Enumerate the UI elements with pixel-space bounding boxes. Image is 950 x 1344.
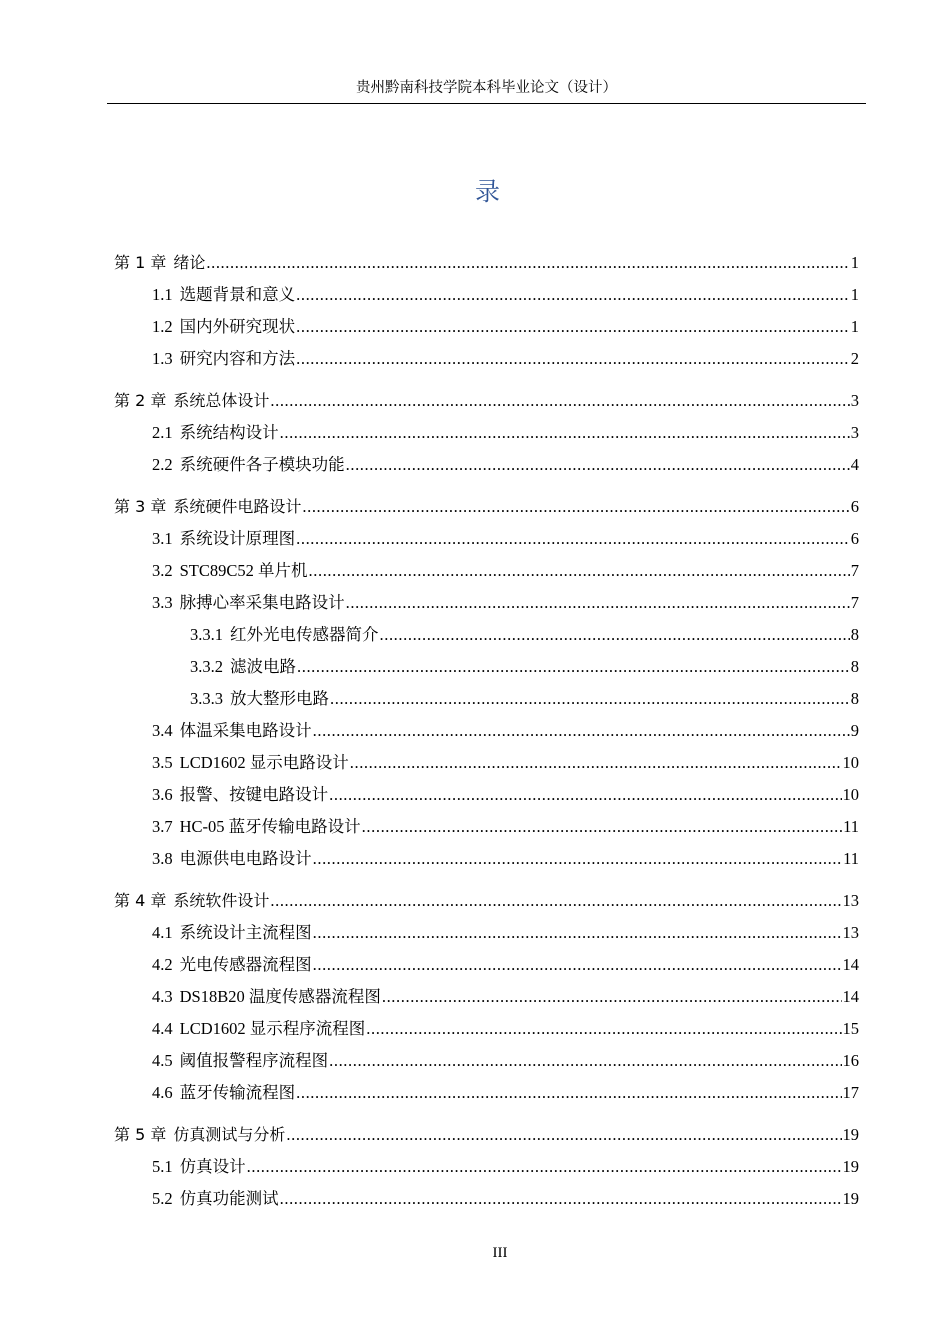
toc-entry-number: 4.2 (152, 955, 173, 974)
toc-dot-leader (313, 849, 842, 869)
toc-entry-label (152, 923, 312, 943)
toc-page-number: 10 (842, 753, 859, 772)
toc-page-number: 7 (850, 561, 859, 580)
toc-entry-text: 滤波电路 (230, 657, 296, 676)
toc-section-entry[interactable] (152, 279, 859, 305)
toc-entry-text: HC-05 蓝牙传输电路设计 (179, 817, 361, 836)
toc-entry-number: 4.1 (152, 923, 173, 942)
toc-entry-text: 放大整形电路 (230, 689, 329, 708)
toc-page-number: 13 (842, 891, 859, 910)
toc-entry-text: 系统硬件电路设计 (173, 497, 302, 516)
toc-dot-leader (350, 753, 842, 773)
page-footer (0, 1243, 950, 1263)
toc-entry-number: 5.1 (152, 1157, 173, 1176)
toc-section-entry[interactable] (152, 949, 859, 975)
toc-entry-number: 第 4 章 (114, 891, 167, 910)
toc-entry-number: 2.1 (152, 423, 173, 442)
toc-entry-text: 仿真设计 (179, 1157, 246, 1176)
toc-section-entry[interactable] (152, 1077, 859, 1103)
toc-dot-leader (346, 455, 850, 475)
toc-entry-number: 3.5 (152, 753, 173, 772)
toc-section-entry[interactable] (152, 1151, 859, 1177)
toc-entry-label (152, 423, 279, 443)
toc-entry-number: 第 2 章 (114, 391, 167, 410)
toc-entry-text: 光电传感器流程图 (179, 955, 312, 974)
toc-entry-label (152, 987, 381, 1007)
toc-page-number: 4 (850, 455, 859, 474)
toc-entry-text: 系统硬件各子模块功能 (179, 455, 345, 474)
toc-entry-text: 体温采集电路设计 (179, 721, 312, 740)
toc-entry-text: 国内外研究现状 (179, 317, 296, 336)
toc-dot-leader (329, 1051, 841, 1071)
toc-entry-number: 4.4 (152, 1019, 173, 1038)
toc-entry-label (152, 1019, 365, 1039)
toc-page-number: 14 (842, 955, 859, 974)
toc-entry-label (152, 817, 361, 837)
toc-section-entry[interactable] (152, 449, 859, 475)
toc-entry-label (152, 593, 345, 613)
toc-section-entry[interactable] (190, 651, 859, 677)
toc-entry-text: 系统总体设计 (173, 391, 270, 410)
toc-dot-leader (313, 955, 842, 975)
toc-section-entry[interactable] (152, 747, 859, 773)
toc-dot-leader (330, 689, 850, 709)
toc-page-number: 10 (842, 785, 859, 804)
toc-chapter-entry[interactable] (114, 385, 859, 411)
toc-entry-text: 阈值报警程序流程图 (179, 1051, 329, 1070)
toc-chapter-entry[interactable] (114, 491, 859, 517)
toc-page-number: 6 (850, 497, 859, 516)
toc-page-number: 3 (850, 391, 859, 410)
toc-section-entry[interactable] (152, 1013, 859, 1039)
toc-entry-text: 系统软件设计 (173, 891, 270, 910)
toc-page-number: 8 (850, 625, 859, 644)
toc-entry-label (114, 253, 205, 273)
toc-section-entry[interactable] (152, 917, 859, 943)
toc-entry-label (152, 1157, 246, 1177)
toc-dot-leader (286, 1125, 841, 1145)
toc-dot-leader (270, 391, 849, 411)
toc-page-number: 11 (843, 849, 859, 868)
toc-entry-label (152, 349, 295, 369)
toc-entry-label (190, 657, 296, 677)
toc-dot-leader (206, 253, 849, 273)
toc-entry-number: 3.4 (152, 721, 173, 740)
toc-entry-text: 研究内容和方法 (179, 349, 296, 368)
toc-section-entry[interactable] (152, 417, 859, 443)
toc-section-entry[interactable] (152, 523, 859, 549)
toc-page-number: 19 (842, 1157, 859, 1176)
toc-entry-text: 报警、按键电路设计 (179, 785, 329, 804)
toc-dot-leader (309, 561, 850, 581)
toc-dot-leader (346, 593, 850, 613)
toc-section-entry[interactable] (152, 715, 859, 741)
toc-dot-leader (313, 923, 842, 943)
toc-entry-label (152, 849, 312, 869)
toc-entry-label (190, 689, 329, 709)
toc-section-entry[interactable] (152, 1045, 859, 1071)
toc-section-entry[interactable] (152, 311, 859, 337)
toc-title: 录 (474, 179, 500, 206)
toc-dot-leader (297, 657, 850, 677)
toc-entry-number: 3.3 (152, 593, 173, 612)
toc-entry-label (152, 455, 345, 475)
toc-entry-text: DS18B20 温度传感器流程图 (179, 987, 381, 1006)
toc-page-number: 19 (842, 1189, 859, 1208)
toc-page-number: 8 (850, 657, 859, 676)
toc-section-entry[interactable] (152, 1183, 859, 1209)
toc-dot-leader (296, 1083, 841, 1103)
toc-entry-number: 3.3.1 (190, 625, 223, 644)
toc-dot-leader (313, 721, 850, 741)
toc-entry-number: 5.2 (152, 1189, 173, 1208)
toc-dot-leader (296, 285, 850, 305)
toc-entry-number: 2.2 (152, 455, 173, 474)
toc-entry-number: 1.1 (152, 285, 173, 304)
toc-page-number: 13 (842, 923, 859, 942)
toc-page-number: 8 (850, 689, 859, 708)
toc-page-number: 6 (850, 529, 859, 548)
toc-entry-number: 第 3 章 (114, 497, 167, 516)
toc-entry-number: 第 1 章 (114, 253, 167, 272)
toc-entry-text: 电源供电电路设计 (179, 849, 312, 868)
toc-entry-text: 系统结构设计 (179, 423, 279, 442)
toc-entry-label (152, 1051, 328, 1071)
toc-page-number: 11 (843, 817, 859, 836)
toc-entry-label (152, 753, 349, 773)
toc-entry-text: 仿真测试与分析 (173, 1125, 286, 1144)
header-title: 贵州黔南科技学院本科毕业论文（设计） (356, 80, 617, 96)
toc-entry-text: 选题背景和意义 (179, 285, 296, 304)
toc-entry-text: 红外光电传感器简介 (230, 625, 379, 644)
toc-dot-leader (296, 317, 850, 337)
toc-entry-number: 4.5 (152, 1051, 173, 1070)
toc-page-number: 3 (850, 423, 859, 442)
toc-page-number: 15 (842, 1019, 859, 1038)
toc-section-entry[interactable] (152, 811, 859, 837)
toc-entry-number: 3.6 (152, 785, 173, 804)
toc-entry-text: LCD1602 显示程序流程图 (179, 1019, 366, 1038)
toc-entry-number: 3.1 (152, 529, 173, 548)
page-number: III (492, 1245, 508, 1261)
toc-entry-label (152, 955, 312, 975)
toc-entry-label (152, 1083, 295, 1103)
toc-entry-text: 仿真功能测试 (179, 1189, 279, 1208)
toc-dot-leader (366, 1019, 841, 1039)
toc-dot-leader (296, 349, 850, 369)
toc-page-number: 1 (850, 253, 859, 272)
toc-page-number: 9 (850, 721, 859, 740)
toc-entry-text: 蓝牙传输流程图 (179, 1083, 296, 1102)
toc-entry-text: 系统设计主流程图 (179, 923, 312, 942)
toc-entry-label (114, 1125, 285, 1145)
toc-entry-text: 系统设计原理图 (179, 529, 296, 548)
toc-dot-leader (380, 625, 850, 645)
toc-entry-label (190, 625, 379, 645)
toc-section-entry[interactable] (152, 555, 859, 581)
toc-section-entry[interactable] (152, 587, 859, 613)
toc-entry-label (152, 529, 295, 549)
toc-page-number: 1 (850, 285, 859, 304)
toc-page-number: 16 (842, 1051, 859, 1070)
toc-dot-leader (362, 817, 842, 837)
toc-entry-label (152, 285, 295, 305)
toc-dot-leader (280, 1189, 842, 1209)
toc-entry-number: 4.3 (152, 987, 173, 1006)
toc-entry-number: 4.6 (152, 1083, 173, 1102)
toc-entry-number: 第 5 章 (114, 1125, 167, 1144)
toc-section-entry[interactable] (152, 779, 859, 805)
toc-entry-label (152, 785, 328, 805)
toc-dot-leader (270, 891, 841, 911)
toc-page-number: 19 (842, 1125, 859, 1144)
toc-dot-leader (247, 1157, 842, 1177)
toc-section-entry[interactable] (152, 843, 859, 869)
toc-entry-label (114, 391, 269, 411)
toc-entry-text: 脉搏心率采集电路设计 (179, 593, 345, 612)
toc-section-entry[interactable] (152, 981, 859, 1007)
toc-entry-label (114, 891, 269, 911)
toc-entry-number: 3.7 (152, 817, 173, 836)
toc-page-number: 2 (850, 349, 859, 368)
toc-dot-leader (296, 529, 850, 549)
toc-entry-label (152, 317, 295, 337)
toc-section-entry[interactable] (152, 343, 859, 369)
toc-entry-label (152, 721, 312, 741)
toc-entry-label (152, 1189, 279, 1209)
toc-chapter-entry[interactable] (114, 247, 859, 273)
toc-entry-number: 1.2 (152, 317, 173, 336)
toc-entry-number: 1.3 (152, 349, 173, 368)
toc-entry-number: 3.3.3 (190, 689, 223, 708)
toc-dot-leader (302, 497, 849, 517)
toc-section-entry[interactable] (190, 619, 859, 645)
toc-entry-label (114, 497, 301, 517)
toc-entry-text: STC89C52 单片机 (179, 561, 308, 580)
toc-entry-label (152, 561, 308, 581)
toc-entry-text: LCD1602 显示电路设计 (179, 753, 349, 772)
toc-page-number: 14 (842, 987, 859, 1006)
toc-dot-leader (382, 987, 842, 1007)
toc-page-number: 7 (850, 593, 859, 612)
toc-entry-number: 3.3.2 (190, 657, 223, 676)
toc-entry-text: 绪论 (173, 253, 206, 272)
toc-page-number: 17 (842, 1083, 859, 1102)
toc-section-entry[interactable] (190, 683, 859, 709)
toc-chapter-entry[interactable] (114, 1119, 859, 1145)
toc-dot-leader (329, 785, 841, 805)
toc-entry-number: 3.2 (152, 561, 173, 580)
toc-page-number: 1 (850, 317, 859, 336)
toc-entry-number: 3.8 (152, 849, 173, 868)
toc-chapter-entry[interactable] (114, 885, 859, 911)
toc-dot-leader (280, 423, 850, 443)
